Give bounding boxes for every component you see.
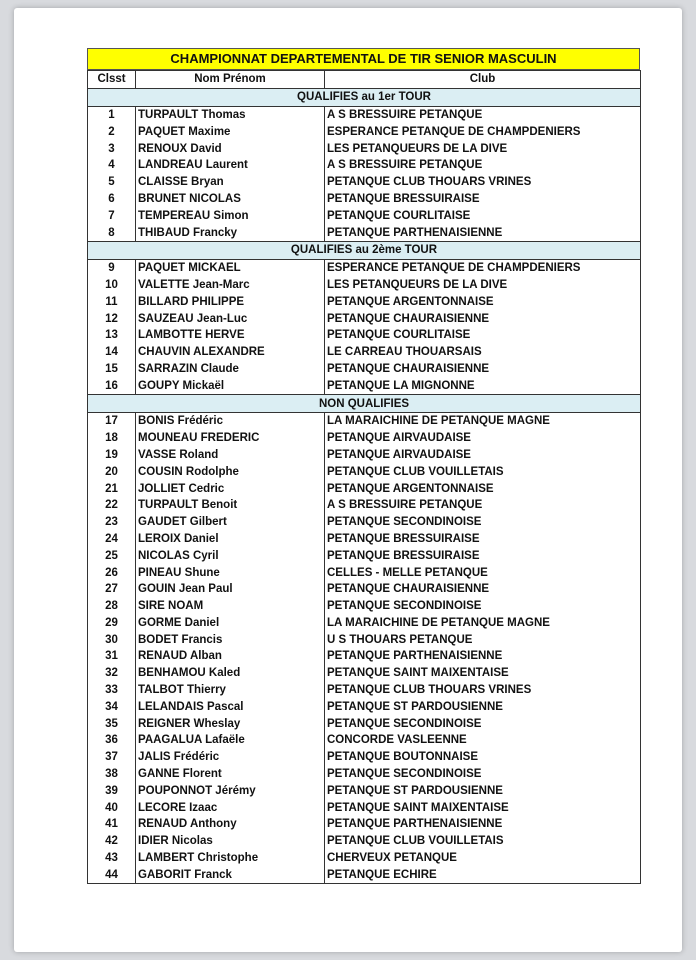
table-row [88,157,641,174]
rank-cell: 24 [88,531,136,548]
table-body [88,88,641,883]
club-cell: PETANQUE ST PARDOUSIENNE [325,782,641,799]
table-row [88,715,641,732]
player-name-cell: GABORIT Franck [136,866,325,883]
player-name-cell: BONIS Frédéric [136,412,325,429]
player-name-cell: TALBOT Thierry [136,682,325,699]
rank-cell: 28 [88,598,136,615]
rank-cell: 41 [88,816,136,833]
results-sheet [87,48,640,884]
player-name-cell: LECORE Izaac [136,799,325,816]
club-cell: PETANQUE CLUB VOUILLETAIS [325,833,641,850]
table-row [88,327,641,344]
rank-cell: 20 [88,463,136,480]
club-cell: PETANQUE BOUTONNAISE [325,749,641,766]
rank-cell: 30 [88,631,136,648]
table-row [88,344,641,361]
rank-cell: 36 [88,732,136,749]
rank-cell: 7 [88,207,136,224]
table-row [88,277,641,294]
player-name-cell: GOUPY Mickaël [136,377,325,394]
rank-cell: 34 [88,698,136,715]
club-cell: PETANQUE SECONDINOISE [325,514,641,531]
player-name-cell: GAUDET Gilbert [136,514,325,531]
player-name-cell: LEROIX Daniel [136,531,325,548]
club-cell: PETANQUE BRESSUIRAISE [325,191,641,208]
club-cell: PETANQUE ARGENTONNAISE [325,293,641,310]
club-cell: PETANQUE CLUB THOUARS VRINES [325,682,641,699]
table-row [88,564,641,581]
club-cell: PETANQUE SECONDINOISE [325,598,641,615]
player-name-cell: SIRE NOAM [136,598,325,615]
player-name-cell: BODET Francis [136,631,325,648]
club-cell: CHERVEUX PETANQUE [325,850,641,867]
rank-cell: 9 [88,259,136,276]
player-name-cell: TURPAULT Benoit [136,497,325,514]
player-name-cell: LAMBOTTE HERVE [136,327,325,344]
rank-cell: 26 [88,564,136,581]
player-name-cell: VALETTE Jean-Marc [136,277,325,294]
club-cell: PETANQUE SAINT MAIXENTAISE [325,665,641,682]
player-name-cell: GORME Daniel [136,615,325,632]
table-row [88,123,641,140]
club-cell: PETANQUE AIRVAUDAISE [325,447,641,464]
player-name-cell: PAQUET Maxime [136,123,325,140]
club-cell: CELLES - MELLE PETANQUE [325,564,641,581]
header-name: Nom Prénom [136,71,325,89]
table-row [88,412,641,429]
table-row [88,480,641,497]
table-row [88,191,641,208]
rank-cell: 35 [88,715,136,732]
club-cell: LA MARAICHINE DE PETANQUE MAGNE [325,412,641,429]
table-row [88,799,641,816]
club-cell: PETANQUE BRESSUIRAISE [325,547,641,564]
rank-cell: 37 [88,749,136,766]
table-row [88,531,641,548]
header-rank: Clsst [88,71,136,89]
section-header-qualifies-au-1er-tour [88,88,641,106]
rank-cell: 40 [88,799,136,816]
rank-cell: 25 [88,547,136,564]
table-row [88,833,641,850]
results-table [87,70,641,884]
document-title: CHAMPIONNAT DEPARTEMENTAL DE TIR SENIOR MASCULIN [87,48,640,70]
player-name-cell: JALIS Frédéric [136,749,325,766]
rank-cell: 32 [88,665,136,682]
table-row [88,732,641,749]
club-cell: PETANQUE PARTHENAISIENNE [325,816,641,833]
section-label: QUALIFIES au 2ème TOUR [88,241,641,259]
rank-cell: 2 [88,123,136,140]
club-cell: PETANQUE COURLITAISE [325,207,641,224]
table-row [88,698,641,715]
player-name-cell: LELANDAIS Pascal [136,698,325,715]
player-name-cell: GANNE Florent [136,766,325,783]
club-cell: PETANQUE CHAURAISIENNE [325,581,641,598]
rank-cell: 29 [88,615,136,632]
player-name-cell: MOUNEAU FREDERIC [136,430,325,447]
club-cell: PETANQUE COURLITAISE [325,327,641,344]
table-row [88,631,641,648]
club-cell: ESPERANCE PETANQUE DE CHAMPDENIERS [325,259,641,276]
rank-cell: 33 [88,682,136,699]
rank-cell: 18 [88,430,136,447]
rank-cell: 16 [88,377,136,394]
club-cell: PETANQUE SECONDINOISE [325,766,641,783]
player-name-cell: TEMPEREAU Simon [136,207,325,224]
rank-cell: 39 [88,782,136,799]
club-cell: PETANQUE CHAURAISIENNE [325,361,641,378]
club-cell: PETANQUE PARTHENAISIENNE [325,224,641,241]
club-cell: A S BRESSUIRE PETANQUE [325,106,641,123]
club-cell: LES PETANQUEURS DE LA DIVE [325,277,641,294]
table-header-row [88,71,641,89]
club-cell: PETANQUE ST PARDOUSIENNE [325,698,641,715]
rank-cell: 31 [88,648,136,665]
table-row [88,140,641,157]
rank-cell: 6 [88,191,136,208]
rank-cell: 12 [88,310,136,327]
header-club: Club [325,71,641,89]
club-cell: PETANQUE ECHIRE [325,866,641,883]
rank-cell: 5 [88,174,136,191]
table-row [88,224,641,241]
table-row [88,665,641,682]
club-cell: LE CARREAU THOUARSAIS [325,344,641,361]
club-cell: U S THOUARS PETANQUE [325,631,641,648]
club-cell: A S BRESSUIRE PETANQUE [325,497,641,514]
player-name-cell: BILLARD PHILIPPE [136,293,325,310]
rank-cell: 44 [88,866,136,883]
club-cell: PETANQUE CLUB THOUARS VRINES [325,174,641,191]
table-row [88,310,641,327]
player-name-cell: SAUZEAU Jean-Luc [136,310,325,327]
table-row [88,207,641,224]
player-name-cell: THIBAUD Francky [136,224,325,241]
player-name-cell: PAQUET MICKAEL [136,259,325,276]
table-row [88,106,641,123]
table-row [88,850,641,867]
club-cell: CONCORDE VASLEENNE [325,732,641,749]
rank-cell: 38 [88,766,136,783]
table-row [88,866,641,883]
table-row [88,463,641,480]
table-row [88,581,641,598]
rank-cell: 21 [88,480,136,497]
rank-cell: 1 [88,106,136,123]
rank-cell: 23 [88,514,136,531]
rank-cell: 42 [88,833,136,850]
table-row [88,377,641,394]
table-row [88,782,641,799]
player-name-cell: RENAUD Alban [136,648,325,665]
club-cell: LES PETANQUEURS DE LA DIVE [325,140,641,157]
player-name-cell: SARRAZIN Claude [136,361,325,378]
player-name-cell: LANDREAU Laurent [136,157,325,174]
club-cell: PETANQUE LA MIGNONNE [325,377,641,394]
player-name-cell: TURPAULT Thomas [136,106,325,123]
player-name-cell: PINEAU Shune [136,564,325,581]
player-name-cell: POUPONNOT Jérémy [136,782,325,799]
table-row [88,293,641,310]
club-cell: PETANQUE CLUB VOUILLETAIS [325,463,641,480]
player-name-cell: BRUNET NICOLAS [136,191,325,208]
player-name-cell: JOLLIET Cedric [136,480,325,497]
club-cell: A S BRESSUIRE PETANQUE [325,157,641,174]
table-row [88,766,641,783]
club-cell: PETANQUE BRESSUIRAISE [325,531,641,548]
rank-cell: 14 [88,344,136,361]
club-cell: PETANQUE ARGENTONNAISE [325,480,641,497]
player-name-cell: IDIER Nicolas [136,833,325,850]
rank-cell: 15 [88,361,136,378]
player-name-cell: CHAUVIN ALEXANDRE [136,344,325,361]
table-row [88,514,641,531]
table-row [88,447,641,464]
player-name-cell: NICOLAS Cyril [136,547,325,564]
rank-cell: 43 [88,850,136,867]
table-row [88,430,641,447]
table-row [88,615,641,632]
rank-cell: 11 [88,293,136,310]
player-name-cell: LAMBERT Christophe [136,850,325,867]
player-name-cell: REIGNER Wheslay [136,715,325,732]
club-cell: LA MARAICHINE DE PETANQUE MAGNE [325,615,641,632]
table-row [88,749,641,766]
club-cell: PETANQUE SECONDINOISE [325,715,641,732]
table-row [88,547,641,564]
club-cell: ESPERANCE PETANQUE DE CHAMPDENIERS [325,123,641,140]
rank-cell: 13 [88,327,136,344]
rank-cell: 19 [88,447,136,464]
table-row [88,361,641,378]
player-name-cell: GOUIN Jean Paul [136,581,325,598]
section-label: NON QUALIFIES [88,395,641,413]
player-name-cell: VASSE Roland [136,447,325,464]
table-row [88,682,641,699]
rank-cell: 3 [88,140,136,157]
club-cell: PETANQUE PARTHENAISIENNE [325,648,641,665]
table-row [88,259,641,276]
player-name-cell: CLAISSE Bryan [136,174,325,191]
table-row [88,598,641,615]
table-row [88,174,641,191]
rank-cell: 4 [88,157,136,174]
rank-cell: 27 [88,581,136,598]
club-cell: PETANQUE CHAURAISIENNE [325,310,641,327]
section-header-qualifies-au-2eme-tour [88,241,641,259]
section-header-non-qualifies [88,395,641,413]
table-row [88,648,641,665]
table-row [88,816,641,833]
rank-cell: 8 [88,224,136,241]
player-name-cell: BENHAMOU Kaled [136,665,325,682]
club-cell: PETANQUE AIRVAUDAISE [325,430,641,447]
rank-cell: 17 [88,412,136,429]
rank-cell: 10 [88,277,136,294]
rank-cell: 22 [88,497,136,514]
table-row [88,497,641,514]
player-name-cell: RENOUX David [136,140,325,157]
player-name-cell: PAAGALUA Lafaële [136,732,325,749]
document-page [14,8,682,952]
club-cell: PETANQUE SAINT MAIXENTAISE [325,799,641,816]
section-label: QUALIFIES au 1er TOUR [88,88,641,106]
player-name-cell: COUSIN Rodolphe [136,463,325,480]
player-name-cell: RENAUD Anthony [136,816,325,833]
